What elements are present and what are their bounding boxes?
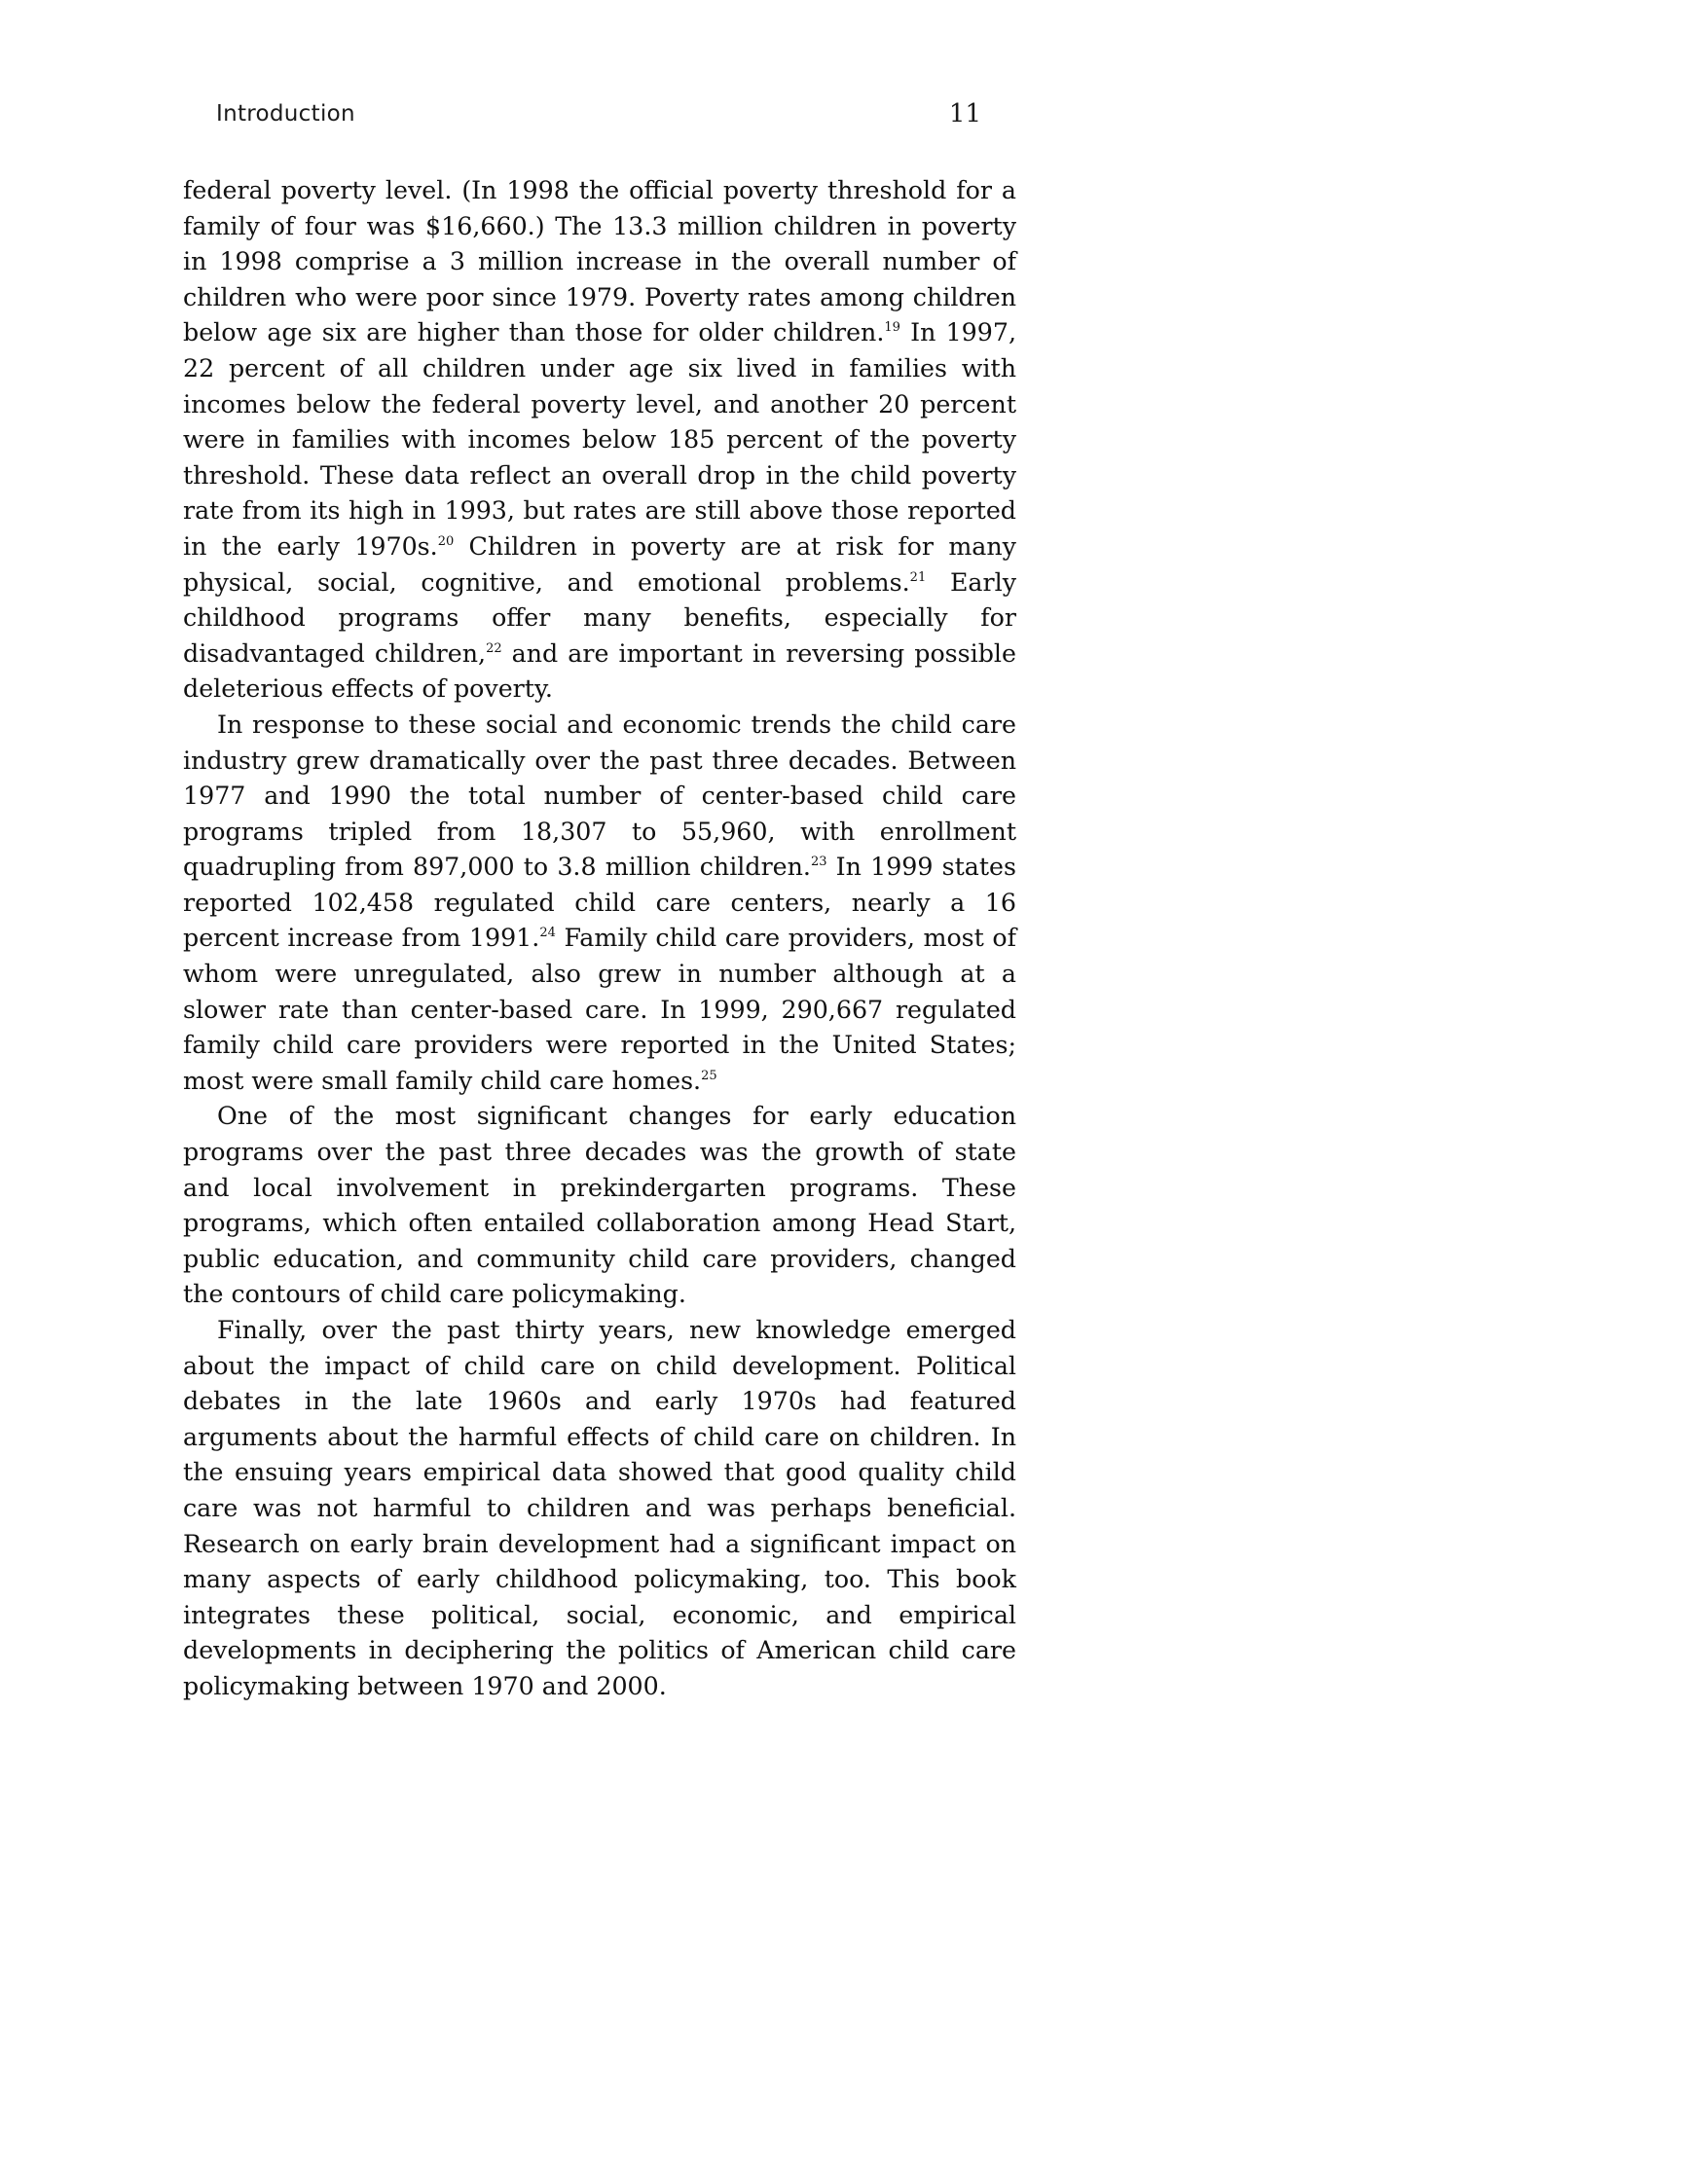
footnote-ref: 19 <box>884 320 900 336</box>
footnote-ref: 22 <box>486 640 502 656</box>
footnote-ref: 23 <box>810 855 827 870</box>
running-head <box>216 97 981 132</box>
page-number: 11 <box>948 99 981 128</box>
text-run: federal poverty level. (In 1998 the official poverty threshold for a family of four was $16,660.) The 13.3 million children in poverty in 1998 comprise a 3 million increase in the overall number of children who were poor since 1979. Poverty rates among children below age six are higher than those for older children. <box>183 176 1016 347</box>
paragraph <box>183 1099 1016 1313</box>
body-text <box>183 173 1016 1705</box>
paragraph <box>183 708 1016 1100</box>
paragraph <box>183 173 1016 708</box>
running-title: Introduction <box>216 101 355 127</box>
text-run: In 1997, 22 percent of all children under age six lived in families with incomes below the federal poverty level, and another 20 percent were in families with incomes below 185 percent of the poverty threshold. These data reflect an overall drop in the child poverty rate from its high in 1993, but rates are still above those reported in the early 1970s. <box>183 318 1017 561</box>
text-run: Finally, over the past thirty years, new knowledge emerged about the impact of child care on child development. Political debates in the late 1960s and early 1970s had featured arguments about the harmful effects of child care on children. In the ensuing years empirical data showed that good quality child care was not harmful to children and was perhaps beneficial. Research on early brain development had a significant impact on many aspects of early childhood policymaking, too. This book integrates these political, social, economic, and empirical developments in deciphering the politics of American child care policymaking between 1970 and 2000. <box>183 1316 1016 1700</box>
text-run: and are important in reversing possible deleterious effects of poverty. <box>183 638 1016 704</box>
paragraph <box>183 1313 1016 1705</box>
text-run: In response to these social and economic trends the child care industry grew dramatically over the past three decades. Between 1977 and 1990 the total number of center-based child care programs tripled from 18,307 to 55,960, with enrollment quadrupling from 897,000 to 3.8 million children. <box>183 710 1016 882</box>
text-run: In 1999 states reported 102,458 regulated child care centers, nearly a 16 percent increase from 1991. <box>183 853 1016 953</box>
text-run: Family child care providers, most of whom were unregulated, also grew in number although at a slower rate than center-based care. In 1999, 290,667 regulated family child care providers were reported in the United States; most were small family child care homes. <box>183 924 1016 1095</box>
text-run: One of the most significant changes for early education programs over the past three decades was the growth of state and local involvement in prekindergarten programs. These programs, which often entailed collaboration among Head Start, public education, and community child care providers, changed the contours of child care policymaking. <box>183 1102 1016 1309</box>
footnote-ref: 20 <box>437 533 455 549</box>
footnote-ref: 24 <box>539 926 556 941</box>
text-run: Early childhood programs offer many benefits, especially for disadvantaged children, <box>183 567 1016 668</box>
footnote-ref: 25 <box>701 1068 717 1083</box>
footnote-ref: 21 <box>909 569 927 585</box>
text-run: Children in poverty are at risk for many physical, social, cognitive, and emotional problems. <box>183 531 1016 597</box>
